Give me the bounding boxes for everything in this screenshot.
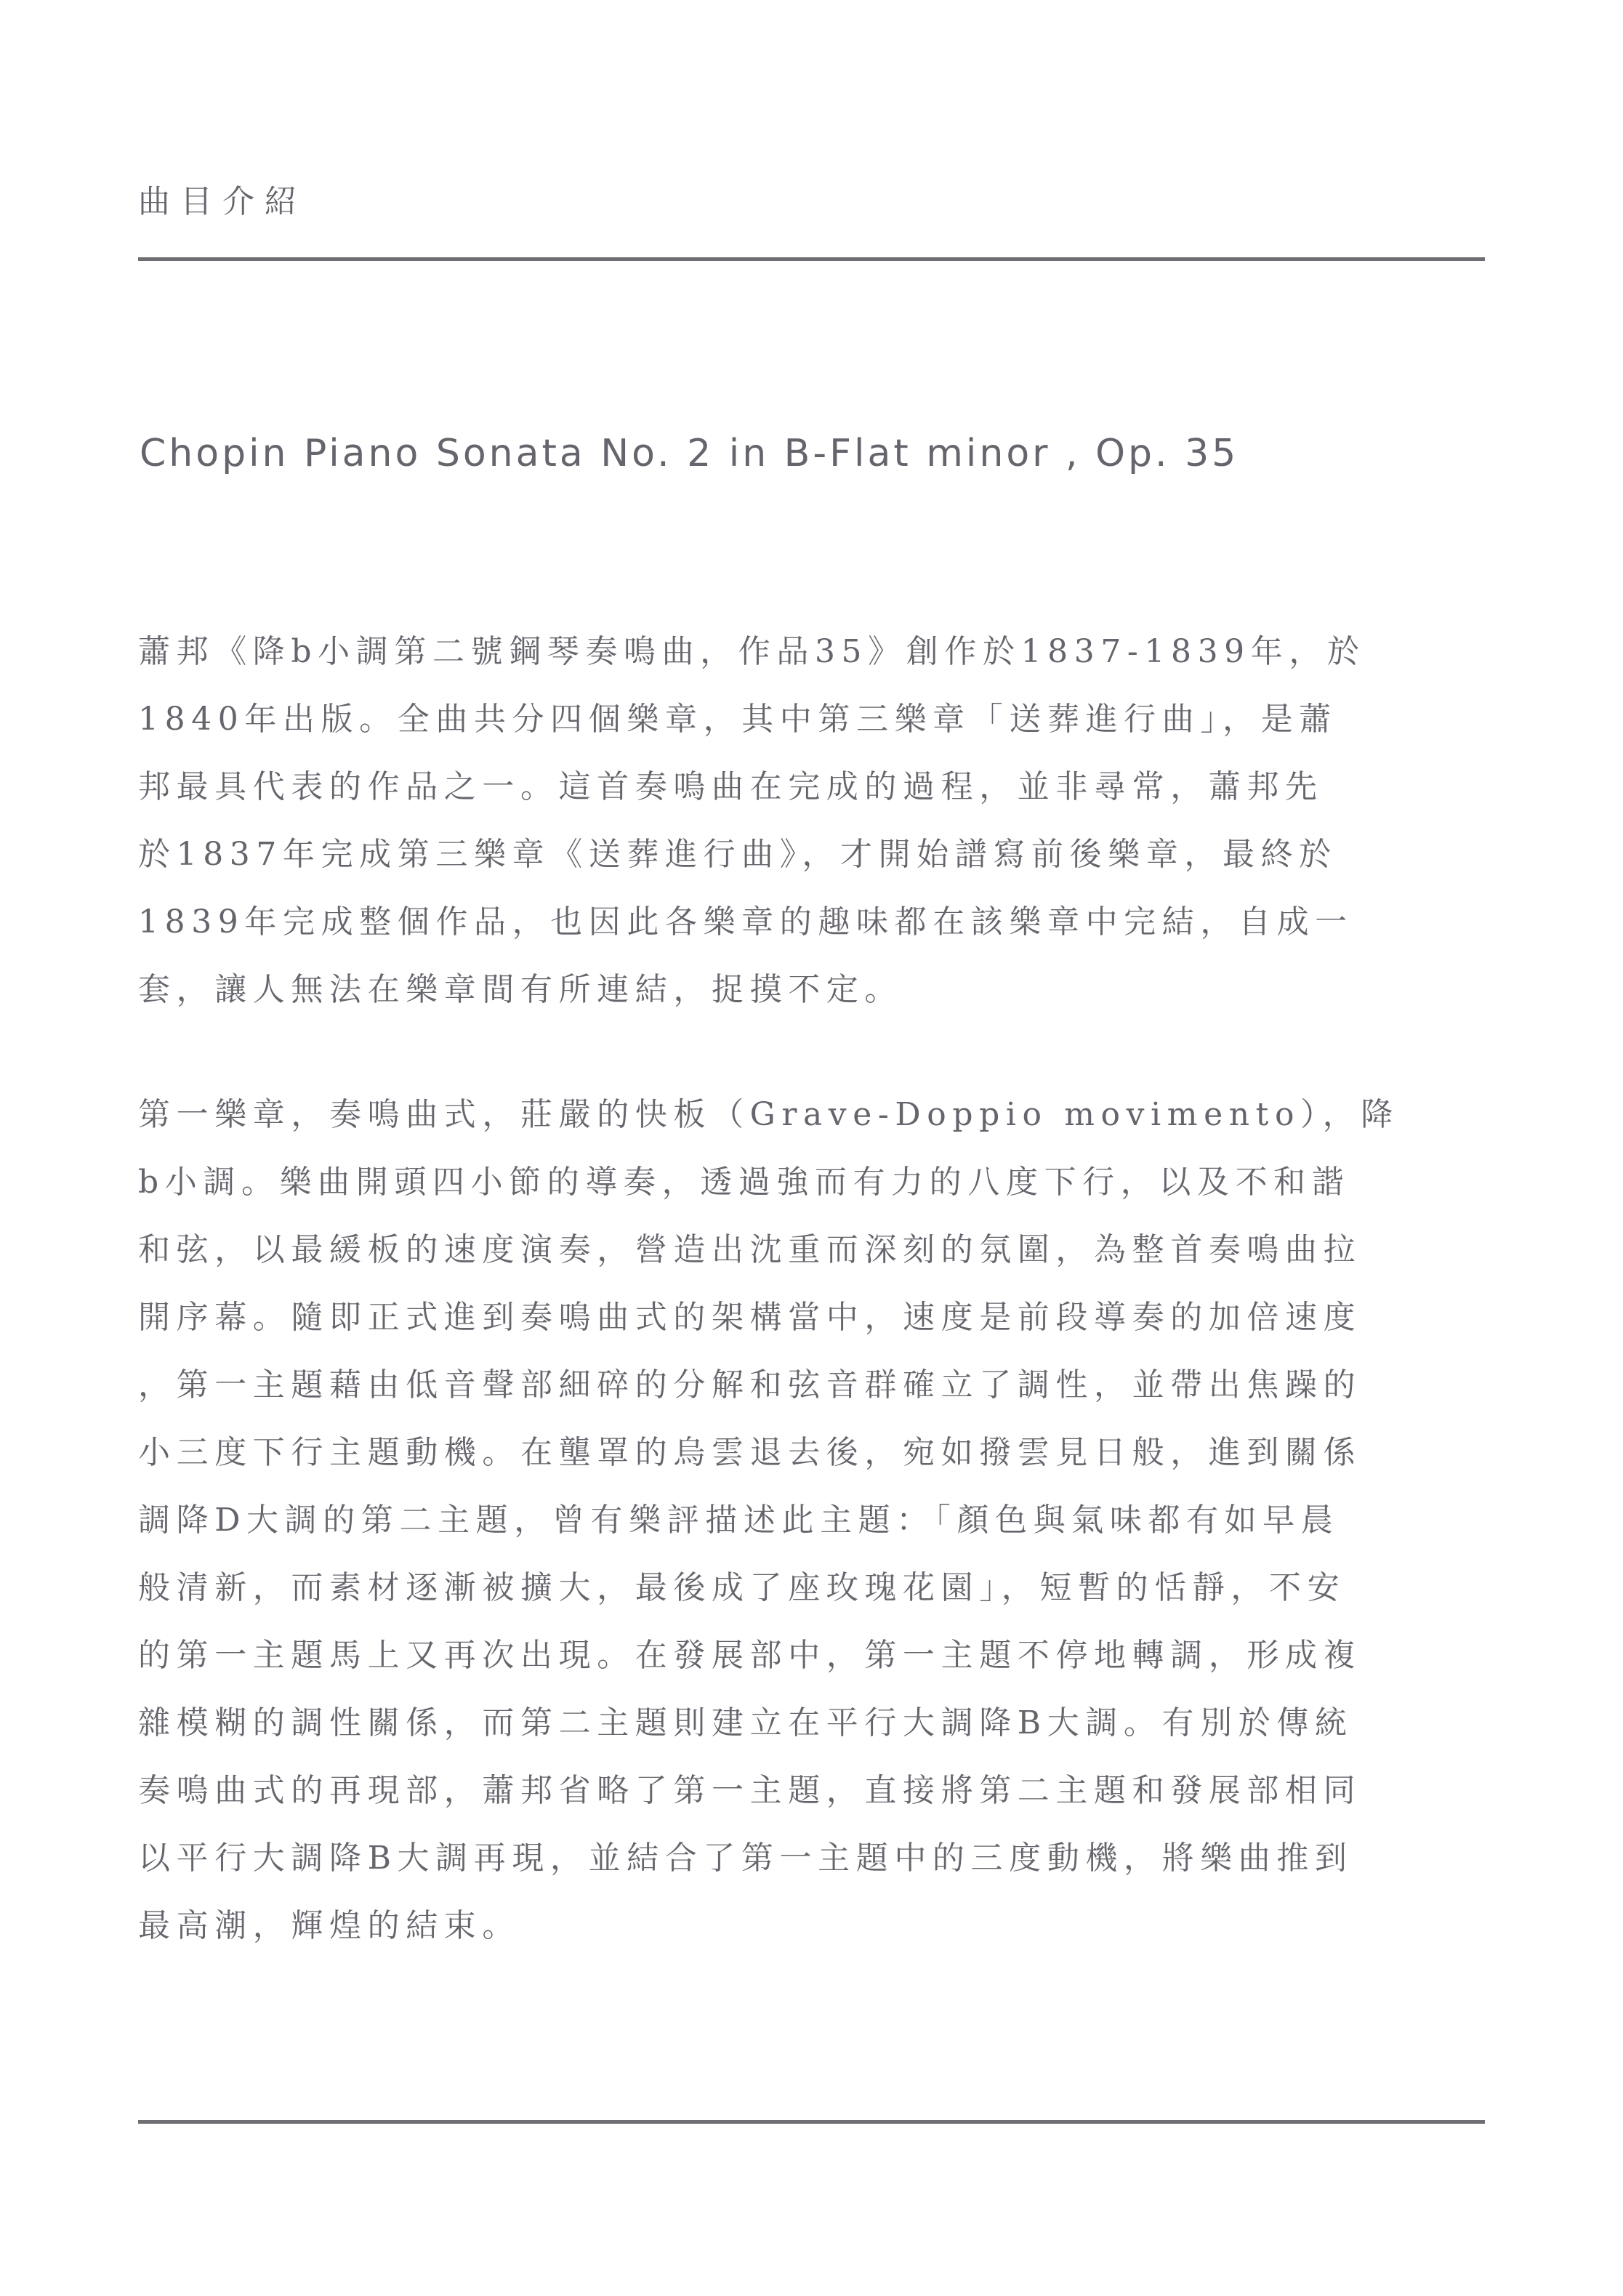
paragraph-line: 調降D大調的第二主題，曾有樂評描述此主題：「顏色與氣味都有如早晨 xyxy=(138,1502,1340,1539)
paragraph-line: 小三度下行主題動機。在壟罩的烏雲退去後，宛如撥雲見日般，進到關係 xyxy=(138,1434,1362,1471)
first-movement-paragraph xyxy=(138,1081,1505,1959)
paragraph-line: 和弦，以最緩板的速度演奏，營造出沈重而深刻的氛圍，為整首奏鳴曲拉 xyxy=(138,1231,1362,1268)
paragraph-line: 以平行大調降B大調再現，並結合了第一主題中的三度動機，將樂曲推到 xyxy=(138,1840,1353,1877)
paragraph-line: 最高潮，輝煌的結束。 xyxy=(138,1907,520,1944)
paragraph-line: 蕭邦《降b小調第二號鋼琴奏鳴曲，作品35》創作於1837-1839年，於 xyxy=(138,633,1366,670)
paragraph-line: b小調。樂曲開頭四小節的導奏，透過強而有力的八度下行，以及不和諧 xyxy=(138,1164,1350,1201)
paragraph-line: 雜模糊的調性關係，而第二主題則建立在平行大調降B大調。有別於傳統 xyxy=(138,1704,1353,1741)
paragraph-line: 1839年完成整個作品，也因此各樂章的趣味都在該樂章中完結，自成一 xyxy=(138,903,1353,940)
paragraph-line: 邦最具代表的作品之一。這首奏鳴曲在完成的過程，並非尋常，蕭邦先 xyxy=(138,768,1324,805)
paragraph-line: 第一樂章，奏鳴曲式，莊嚴的快板（Grave-Doppio movimento），降 xyxy=(138,1096,1399,1133)
piece-title: Chopin Piano Sonata No. 2 in B-Flat minor , Op. 35 xyxy=(140,432,1239,475)
paragraph-line: 般清新，而素材逐漸被擴大，最後成了座玫瑰花園」，短暫的恬靜，不安 xyxy=(138,1569,1346,1606)
section-heading: 曲目介紹 xyxy=(138,183,307,220)
bottom-divider xyxy=(138,2120,1485,2124)
paragraph-line: 套，讓人無法在樂章間有所連結，捉摸不定。 xyxy=(138,971,903,1008)
top-divider xyxy=(138,257,1485,261)
paragraph-line: 的第一主題馬上又再次出現。在發展部中，第一主題不停地轉調，形成複 xyxy=(138,1637,1362,1674)
paragraph-line: 於1837年完成第三樂章《送葬進行曲》，才開始譜寫前後樂章，最終於 xyxy=(138,836,1337,873)
intro-paragraph xyxy=(138,618,1505,1023)
paragraph-line: 開序幕。隨即正式進到奏鳴曲式的架構當中，速度是前段導奏的加倍速度 xyxy=(138,1299,1362,1336)
paragraph-line: 1840年出版。全曲共分四個樂章，其中第三樂章「送葬進行曲」，是蕭 xyxy=(138,701,1337,738)
paragraph-line: 奏鳴曲式的再現部，蕭邦省略了第一主題，直接將第二主題和發展部相同 xyxy=(138,1772,1362,1809)
paragraph-line: ，第一主題藉由低音聲部細碎的分解和弦音群確立了調性，並帶出焦躁的 xyxy=(138,1366,1362,1403)
